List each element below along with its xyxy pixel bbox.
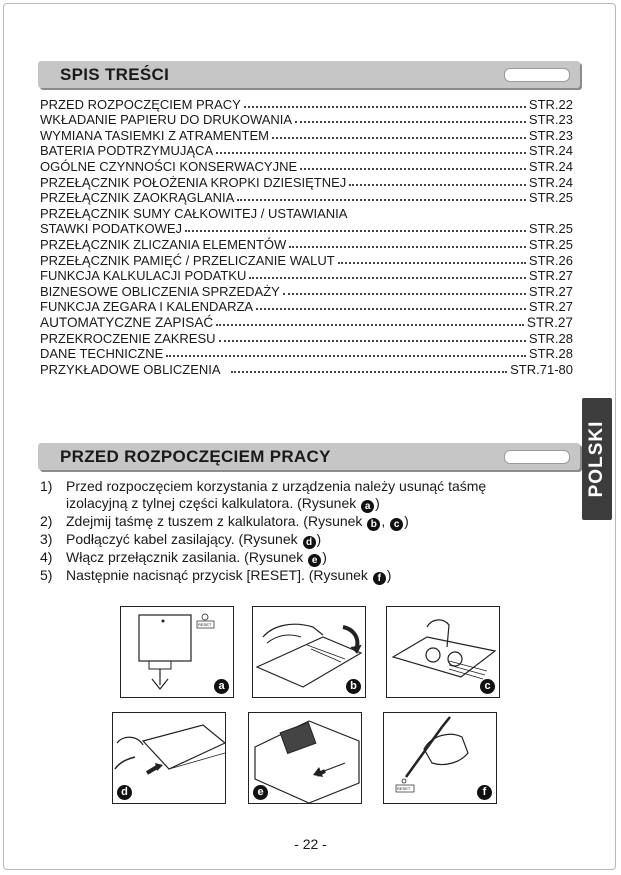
figure-c bbox=[386, 606, 500, 698]
toc-page: STR.24 bbox=[528, 158, 573, 174]
figure-ref-badge: f bbox=[373, 572, 386, 585]
toc-row bbox=[40, 268, 573, 284]
toc-row bbox=[40, 143, 573, 159]
toc-page: STR.28 bbox=[528, 346, 573, 362]
figure-ref-badge: b bbox=[367, 518, 380, 531]
figure-ref-badge: c bbox=[390, 518, 403, 531]
step-text: Następnie nacisnąć przycisk [RESET]. (Rysunek bbox=[66, 567, 368, 584]
toc-title: PRZEŁĄCZNIK PAMIĘĆ / PRZELICZANIE WALUT bbox=[40, 252, 335, 268]
toc-row bbox=[40, 283, 573, 299]
toc-page: STR.23 bbox=[528, 127, 573, 143]
toc-page: STR.28 bbox=[528, 330, 573, 346]
figure-ref-badge: e bbox=[308, 554, 321, 567]
toc-row bbox=[40, 252, 573, 268]
toc-title: PRZEKROCZENIE ZAKRESU bbox=[40, 330, 216, 346]
toc-page: STR.27 bbox=[528, 283, 573, 299]
toc-title: BIZNESOWE OBLICZENIA SPRZEDAŻY bbox=[40, 283, 280, 299]
header-pill bbox=[504, 68, 570, 82]
figure-ref-badge: d bbox=[303, 536, 316, 549]
toc-page: STR.23 bbox=[528, 112, 573, 128]
reset-mini-label: RESET bbox=[397, 786, 411, 791]
toc-row bbox=[40, 299, 573, 315]
figure-label-b: b bbox=[346, 679, 361, 694]
toc-row bbox=[40, 127, 573, 143]
before-work-heading: PRZED ROZPOCZĘCIEM PRACY bbox=[60, 447, 331, 466]
toc-title: DANE TECHNICZNE bbox=[40, 346, 164, 362]
toc-title: OGÓLNE CZYNNOŚCI KONSERWACYJNE bbox=[40, 158, 298, 174]
step-text: Włącz przełącznik zasilania. (Rysunek bbox=[66, 549, 304, 566]
toc-row bbox=[40, 314, 573, 330]
toc-page: STR.22 bbox=[528, 96, 573, 112]
toc-page: STR.24 bbox=[528, 143, 573, 159]
figure-e bbox=[248, 712, 362, 804]
toc-title: WKŁADANIE PAPIERU DO DRUKOWANIA bbox=[40, 112, 293, 128]
figure-label-f: f bbox=[477, 785, 492, 800]
toc-row bbox=[40, 158, 573, 174]
toc-row bbox=[40, 346, 573, 362]
figure-b bbox=[252, 606, 366, 698]
toc-row bbox=[40, 112, 573, 128]
step-text: Przed rozpoczęciem korzystania z urządzenia należy usunąć taśmę bbox=[66, 478, 487, 494]
toc-page: STR.26 bbox=[528, 252, 573, 268]
table-of-contents bbox=[40, 96, 573, 377]
toc-title: STAWKI PODATKOWEJ bbox=[40, 221, 183, 237]
step-text-continued: izolacyjną z tylnej części kalkulatora. (Rysunek bbox=[66, 495, 357, 512]
toc-page: STR.27 bbox=[528, 268, 573, 284]
toc-title: PRZEŁĄCZNIK ZLICZANIA ELEMENTÓW bbox=[40, 236, 287, 252]
step-item: 4) Włącz przełącznik zasilania. (Rysunek e ) bbox=[40, 549, 327, 567]
toc-heading: SPIS TREŚCI bbox=[60, 65, 170, 84]
step-text: Podłączyć kabel zasilający. (Rysunek bbox=[66, 531, 298, 548]
toc-row bbox=[40, 361, 573, 377]
toc-title: FUNKCJA KALKULACJI PODATKU bbox=[40, 268, 247, 284]
toc-page: STR.24 bbox=[528, 174, 573, 190]
page-number: - 22 - bbox=[294, 836, 327, 852]
step-item: 1) Przed rozpoczęciem korzystania z urządzenia należy usunąć taśmę izolacyjną z tylnej części kalkulatora. (Rysunek a ) bbox=[40, 478, 487, 513]
toc-title: PRZEŁĄCZNIK ZAOKRĄGLANIA bbox=[40, 190, 235, 206]
toc-title: PRZYKŁADOWE OBLICZENIA bbox=[40, 361, 221, 377]
steps-list bbox=[40, 478, 570, 585]
step-item: 5) Następnie nacisnąć przycisk [RESET]. (Rysunek f ) bbox=[40, 567, 392, 585]
toc-row bbox=[40, 221, 573, 237]
figure-label-c: c bbox=[480, 679, 495, 694]
toc-page: STR.25 bbox=[528, 190, 573, 206]
language-tab-label: POLSKI bbox=[586, 420, 607, 498]
figure-label-e: e bbox=[253, 785, 268, 800]
step-text: Zdejmij taśmę z tuszem z kalkulatora. (Rysunek bbox=[66, 513, 363, 530]
toc-row bbox=[40, 330, 573, 346]
header-pill bbox=[504, 450, 570, 464]
toc-page: STR.27 bbox=[528, 299, 573, 315]
toc-page: STR.71-80 bbox=[510, 361, 573, 377]
figure-f bbox=[383, 712, 497, 804]
toc-row bbox=[40, 174, 573, 190]
toc-page: STR.27 bbox=[526, 314, 573, 330]
step-number: 5) bbox=[40, 567, 53, 584]
figure-d bbox=[112, 712, 226, 804]
step-item: 2) Zdejmij taśmę z tuszem z kalkulatora. (Rysunek b , c ) bbox=[40, 513, 409, 531]
toc-title: AUTOMATYCZNE ZAPISAĆ bbox=[40, 314, 214, 330]
toc-header-bar bbox=[38, 61, 580, 88]
language-tab bbox=[582, 398, 612, 520]
step-number: 2) bbox=[40, 513, 53, 530]
reset-mini-label: RESET bbox=[198, 622, 212, 627]
toc-row bbox=[40, 205, 573, 221]
toc-page: STR.25 bbox=[528, 221, 573, 237]
toc-page: STR.25 bbox=[528, 236, 573, 252]
toc-title: WYMIANA TASIEMKI Z ATRAMENTEM bbox=[40, 127, 269, 143]
before-work-header-bar bbox=[38, 443, 580, 470]
figure-ref-badge: a bbox=[361, 500, 374, 513]
step-item: 3) Podłączyć kabel zasilający. (Rysunek d ) bbox=[40, 531, 322, 549]
toc-title: BATERIA PODTRZYMUJĄCA bbox=[40, 143, 214, 159]
toc-row bbox=[40, 96, 573, 112]
toc-row bbox=[40, 236, 573, 252]
figure-label-a: a bbox=[214, 679, 229, 694]
step-number: 3) bbox=[40, 531, 53, 548]
toc-title: PRZEŁĄCZNIK SUMY CAŁKOWITEJ / USTAWIANIA bbox=[40, 205, 348, 221]
toc-title: FUNKCJA ZEGARA I KALENDARZA bbox=[40, 299, 254, 315]
step-number: 4) bbox=[40, 549, 53, 566]
figure-a bbox=[120, 606, 234, 698]
toc-title: PRZEŁĄCZNIK POŁOŻENIA KROPKI DZIESIĘTNEJ bbox=[40, 174, 347, 190]
toc-title: PRZED ROZPOCZĘCIEM PRACY bbox=[40, 96, 241, 112]
step-number: 1) bbox=[40, 478, 53, 494]
toc-row bbox=[40, 190, 573, 206]
figure-label-d: d bbox=[117, 785, 132, 800]
